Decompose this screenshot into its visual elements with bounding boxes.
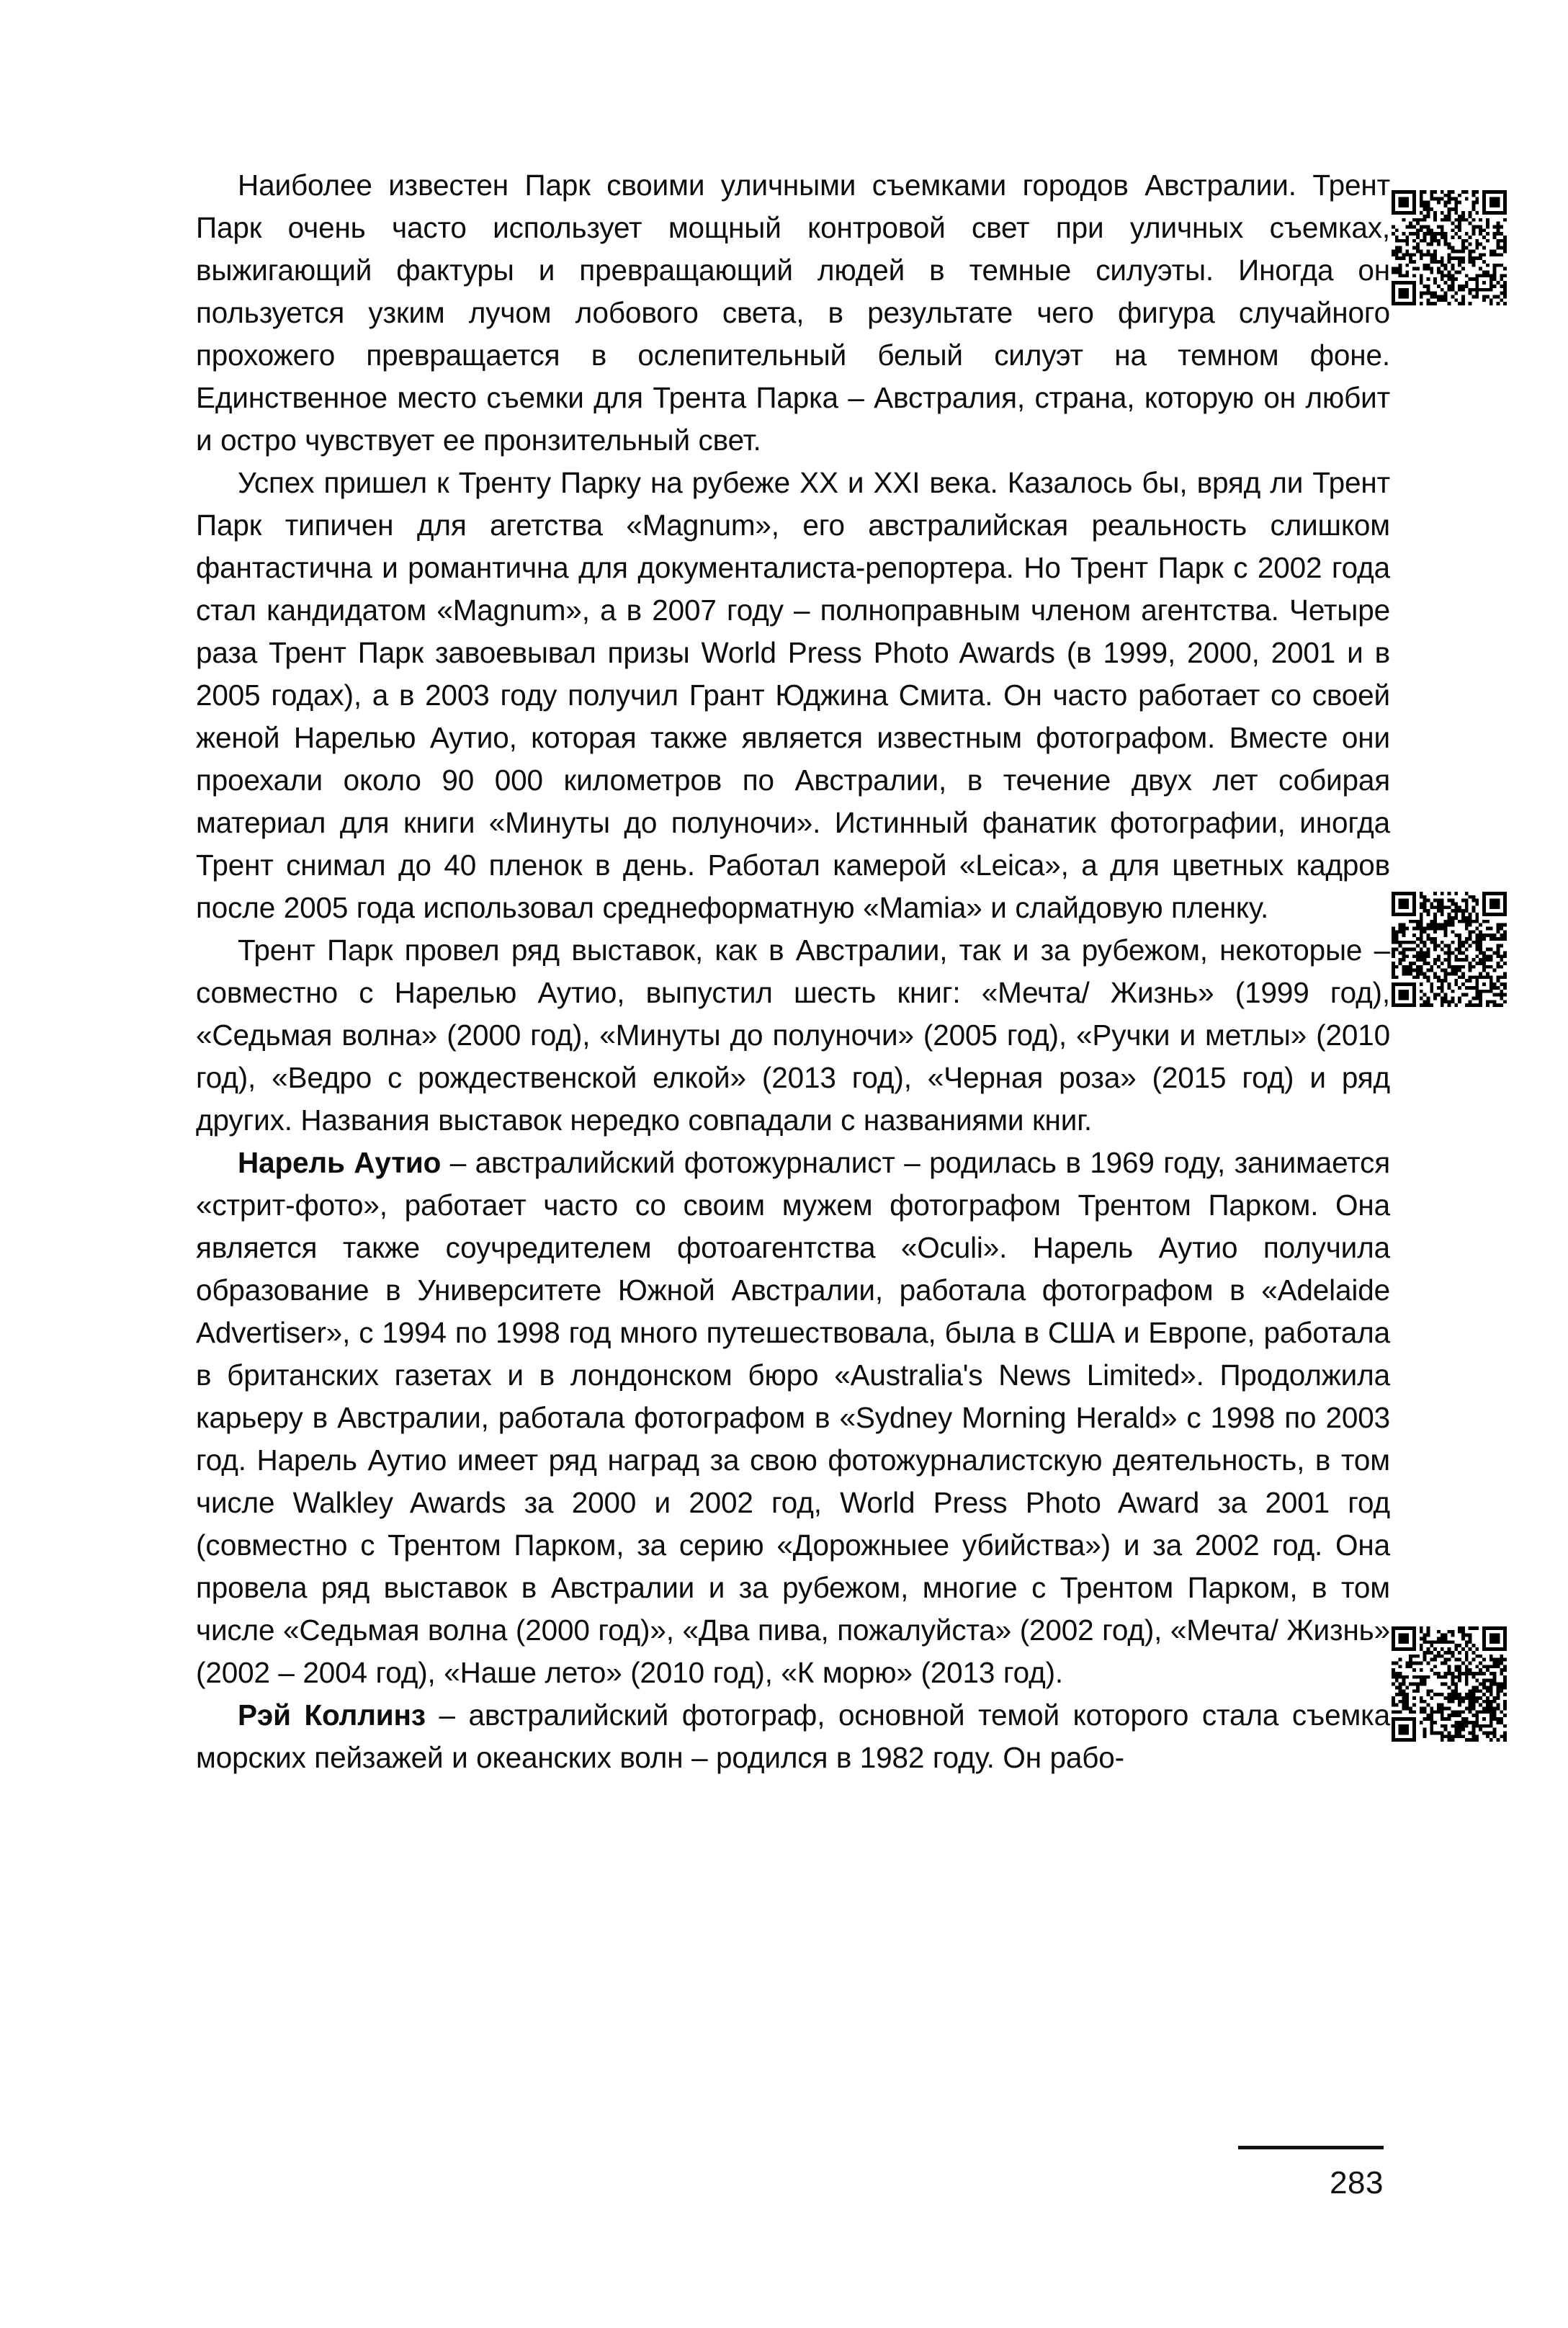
paragraph-ray-collins — [196, 1694, 1390, 1779]
text-column — [196, 164, 1390, 1779]
qr-code-canvas — [1392, 1626, 1507, 1742]
paragraph-trent-park-exhibitions: Трент Парк провел ряд выставок, как в Австралии, так и за рубежом, некоторые – совместно с Нарелью Аутио, выпустил шесть книг: «Мечта/ Жизнь» (1999 год), «Седьмая волна» (2000 год), «Минуты до полуночи» (2005 год), «Ручки и метлы» (2010 год), «Ведро с рождественской елкой» (2013 год), «Черная роза» (2015 год) и ряд других. Названия выставок нередко совпадали с названиями книг. — [196, 934, 1390, 1137]
person-name-narelle-autio: Нарель Аутио — [238, 1146, 442, 1179]
qr-code-2 — [1392, 892, 1507, 1007]
qr-code-1 — [1392, 190, 1507, 305]
person-bio-ray-collins: – австралийский фотограф, основной темой которого стала съемка морских пейзажей и океанских волн – родился в 1982 году. Он рабо- — [196, 1698, 1391, 1774]
page-number: 283 — [1330, 2165, 1384, 2201]
paragraph-narelle-autio — [196, 1142, 1390, 1694]
qr-code-canvas — [1392, 892, 1507, 1007]
paragraph-trent-park-street: Наиболее известен Парк своими уличными съемками городов Австралии. Трент Парк очень часто использует мощный контровой свет при уличных съемках, выжигающий фактуры и превращающий людей в темные силуэты. Иногда он пользуется узким лучом лобового света, в результате чего фигура случайного прохожего превращается в ослепительный белый силуэт на темном фоне. Единственное место съемки для Трента Парка – Австралия, страна, которую он любит и остро чувствует ее пронзительный свет. — [196, 169, 1390, 457]
person-bio-narelle-autio: – австралийский фотожурналист – родилась в 1969 году, занимается «стрит-фото», работает часто со своим мужем фотографом Трентом Парком. Она является также соучредителем фотоагентства «Oculi». Нарель Аутио получила образование в Университете Южной Австралии, работала фотографом в «Adelaide Advertiser», с 1994 по 1998 год много путешествовала, была в США и Европе, работала в британских газетах и в лондонском бюро «Australia's News Limited». Продолжила карьеру в Австралии, работала фотографом в «Sydney Morning Herald» с 1998 по 2003 год. Нарель Аутио имеет ряд наград за свою фотожурналистскую деятельность, в том числе Walkley Awards за 2000 и 2002 год, World Press Photo Award за 2001 год (совместно с Трентом Парком, за серию «Дорожныее убийства») и за 2002 год. Она провела ряд выставок в Австралии и за рубежом, многие с Трентом Парком, в том числе «Седьмая волна (2000 год)», «Два пива, пожалуйста» (2002 год), «Мечта/ Жизнь» (2002 – 2004 год), «Наше лето» (2010 год), «К морю» (2013 год). — [196, 1146, 1390, 1689]
qr-code-canvas — [1392, 190, 1507, 305]
paragraph-trent-park-success: Успех пришел к Тренту Парку на рубеже XX и XXI века. Казалось бы, вряд ли Трент Парк типичен для агетства «Magnum», его австралийская реальность слишком фантастична и романтична для документалиста-репортера. Но Трент Парк с 2002 года стал кандидатом «Magnum», а в 2007 году – полноправным членом агентства. Четыре раза Трент Парк завоевывал призы World Press Photo Awards (в 1999, 2000, 2001 и в 2005 годах), а в 2003 году получил Грант Юджина Смита. Он часто работает со своей женой Нарелью Аутио, которая также является известным фотографом. Вместе они проехали около 90 000 километров по Австралии, в течение двух лет собирая материал для книги «Минуты до полуночи». Истинный фанатик фотографии, иногда Трент снимал до 40 пленок в день. Работал камерой «Leica», а для цветных кадров после 2005 года использовал среднеформатную «Mamia» и слайдовую пленку. — [196, 466, 1390, 924]
person-name-ray-collins: Рэй Коллинз — [238, 1698, 426, 1732]
qr-code-3 — [1392, 1626, 1507, 1742]
footer-rule — [1238, 2146, 1384, 2149]
